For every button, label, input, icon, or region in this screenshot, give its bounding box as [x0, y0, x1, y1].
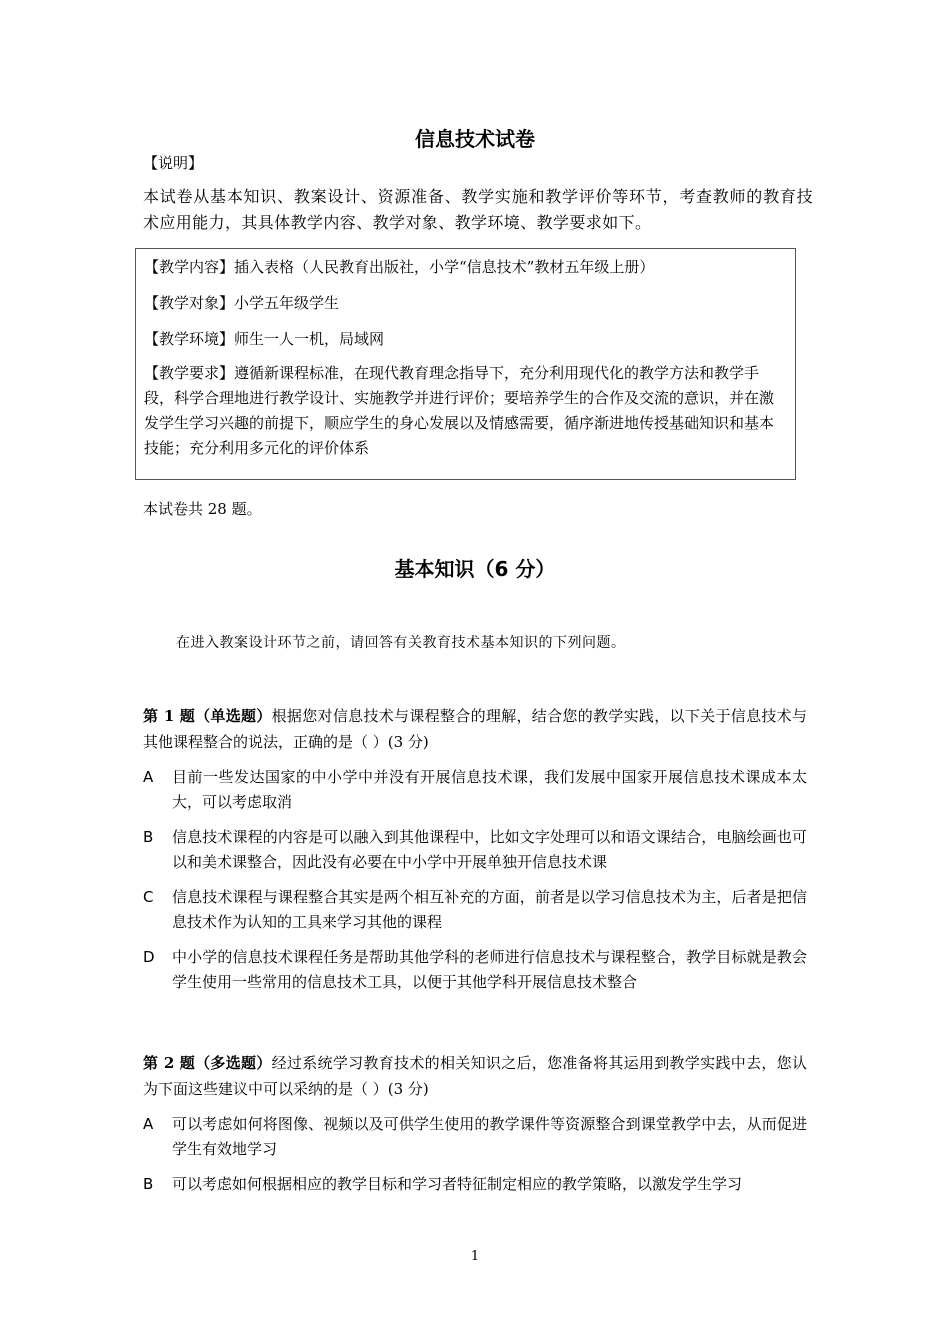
- option-letter: B: [143, 828, 154, 846]
- option-d: [143, 945, 807, 995]
- note-label: 【说明】: [143, 154, 204, 172]
- question-1: [143, 703, 807, 995]
- paper-title: 信息技术试卷: [415, 127, 535, 151]
- teaching-content: 【教学内容】插入表格（人民教育出版社，小学“信息技术”教材五年级上册）: [144, 258, 655, 276]
- option-text: 信息技术课程的内容是可以融入到其他课程中，比如文字处理可以和语文课结合，电脑绘画也可以和美术课整合，因此没有必要在中小学中开展单独开信息技术课: [172, 828, 807, 871]
- option-text: 信息技术课程与课程整合其实是两个相互补充的方面，前者是以学习信息技术为主，后者是把信息技术作为认知的工具来学习其他的课程: [172, 888, 807, 931]
- question-label: 第 1 题（单选题）: [143, 707, 272, 725]
- question-2: [143, 1050, 807, 1197]
- option-letter: C: [143, 888, 154, 906]
- option-b: [143, 1172, 807, 1197]
- teaching-requirement: 【教学要求】遵循新课程标准，在现代教育理念指导下，充分利用现代化的教学方法和教学手段，科学合理地进行教学设计、实施教学并进行评价；要培养学生的合作及交流的意识，并在激发学生学习兴趣的前提下，顺应学生的身心发展以及情感需要，循序渐进地传授基础知识和基本技能；充分利用多元化的评价体系: [144, 364, 775, 457]
- option-a: [143, 1112, 807, 1162]
- option-text: 中小学的信息技术课程任务是帮助其他学科的老师进行信息技术与课程整合，教学目标就是教会学生使用一些常用的信息技术工具，以便于其他学科开展信息技术整合: [172, 948, 807, 991]
- question-stem: [143, 1050, 807, 1102]
- section-title: 基本知识（6 分）: [394, 557, 556, 581]
- option-text: 可以考虑如何根据相应的教学目标和学习者特征制定相应的教学策略，以激发学生学习: [172, 1175, 743, 1193]
- question-text: 根据您对信息技术与课程整合的理解，结合您的教学实践，以下关于信息技术与其他课程整合的说法，正确的是（ ）(3 分): [143, 707, 807, 751]
- teaching-info-box: [135, 248, 796, 480]
- section-intro: 在进入教案设计环节之前，请回答有关教育技术基本知识的下列问题。: [176, 635, 626, 651]
- teaching-object: 【教学对象】小学五年级学生: [144, 294, 340, 312]
- page-number: 1: [470, 1249, 480, 1264]
- question-total: 本试卷共 28 题。: [143, 500, 262, 518]
- option-letter: A: [143, 1115, 154, 1133]
- option-a: [143, 765, 807, 815]
- option-text: 目前一些发达国家的中小学中并没有开展信息技术课，我们发展中国家开展信息技术课成本太大，可以考虑取消: [172, 768, 807, 811]
- option-c: [143, 885, 807, 935]
- teaching-environment: 【教学环境】师生一人一机，局域网: [144, 330, 385, 348]
- question-text: 经过系统学习教育技术的相关知识之后，您准备将其运用到教学实践中去，您认为下面这些建议中可以采纳的是（ ）(3 分): [143, 1054, 807, 1098]
- option-text: 可以考虑如何将图像、视频以及可供学生使用的教学课件等资源整合到课堂教学中去，从而促进学生有效地学习: [172, 1115, 807, 1158]
- option-letter: D: [143, 948, 155, 966]
- intro-paragraph: 本试卷从基本知识、教案设计、资源准备、教学实施和教学评价等环节，考查教师的教育技术应用能力，其具体教学内容、教学对象、教学环境、教学要求如下。: [143, 187, 813, 232]
- question-stem: [143, 703, 807, 755]
- option-b: [143, 825, 807, 875]
- option-letter: B: [143, 1175, 154, 1193]
- option-letter: A: [143, 768, 154, 786]
- question-label: 第 2 题（多选题）: [143, 1054, 272, 1072]
